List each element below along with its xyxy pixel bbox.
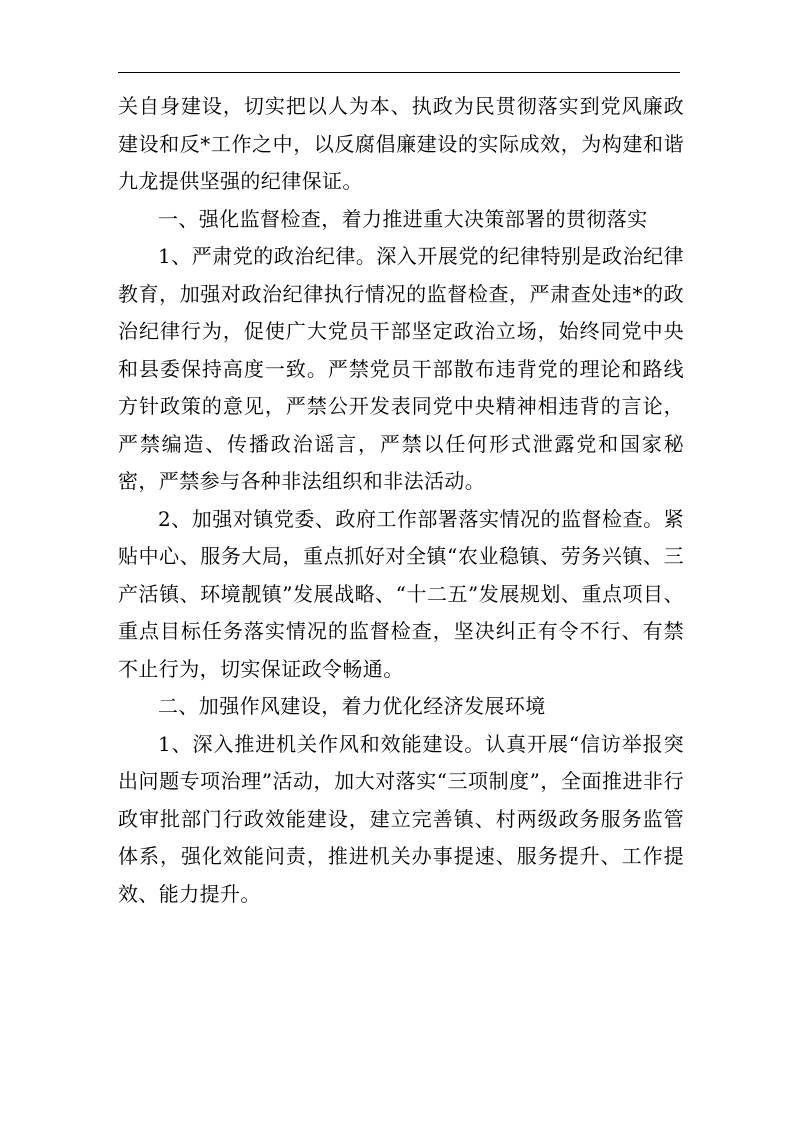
paragraph-continuation: 关自身建设，切实把以人为本、执政为民贯彻落实到党风廉政建设和反*工作之中，以反腐倡廉建设的实际成效，为构建和谐九龙提供坚强的纪律保证。 <box>118 94 684 193</box>
header-rule <box>118 72 680 73</box>
section-heading-2: 二、加强作风建设，着力优化经济发展环境 <box>158 694 546 718</box>
paragraph-political-discipline: 1、严肃党的政治纪律。深入开展党的纪律特别是政治纪律教育，加强对政治纪律执行情况的监督检查，严肃查处违*的政治纪律行为，促使广大党员干部坚定政治立场，始终同党中央和县委保持高度一致。严禁党员干部散布违背党的理论和路线方针政策的意见，严禁公开发表同党中央精神相违背的言论，严禁编造、传播政治谣言，严禁以任何形式泄露党和国家秘密，严禁参与各种非法组织和非法活动。 <box>118 244 684 493</box>
paragraph-supervision-inspection: 2、加强对镇党委、政府工作部署落实情况的监督检查。紧贴中心、服务大局，重点抓好对全镇“农业稳镇、劳务兴镇、三产活镇、环境靓镇”发展战略、“十二五”发展规划、重点项目、重点目标任务落实情况的监督检查，坚决纠正有令不行、有禁不止行为，切实保证政令畅通。 <box>118 506 684 681</box>
section-heading-1: 一、强化监督检查，着力推进重大决策部署的贯彻落实 <box>158 206 648 231</box>
paragraph-work-style-efficiency: 1、深入推进机关作风和效能建设。认真开展“信访举报突出问题专项治理”活动，加大对落实“三项制度”，全面推进非行政审批部门行政效能建设，建立完善镇、村两级政务服务监管体系，强化效能问责，推进机关办事提速、服务提升、工作提效、能力提升。 <box>118 731 684 906</box>
document-body <box>118 88 684 913</box>
